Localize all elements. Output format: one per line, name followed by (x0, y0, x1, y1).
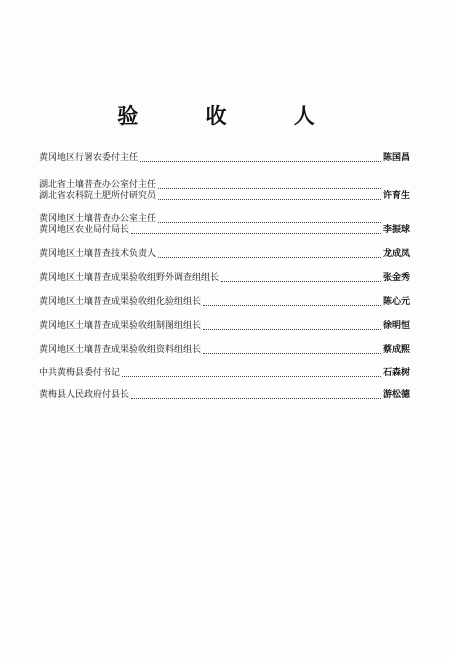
person-name: 张金秀 (383, 273, 411, 283)
list-item (39, 190, 423, 202)
dot-leader (158, 198, 381, 200)
person-name: 石森树 (383, 368, 411, 378)
dot-leader (203, 304, 381, 306)
dot-leader (221, 280, 381, 282)
list-item (39, 152, 423, 164)
list-item (39, 320, 423, 332)
person-name: 陈国昌 (383, 153, 411, 163)
role-text: 黄冈地区土壤普查成果验收组化验组组长 (39, 297, 202, 307)
person-name: 游松德 (383, 390, 411, 400)
dot-leader (122, 375, 381, 377)
role-text: 黄冈地区土壤普查办公室主任 (39, 214, 157, 224)
role-text: 黄冈地区农业局付局长 (39, 225, 130, 235)
list-item (39, 272, 423, 284)
role-text: 湖北省农科院土肥所付研究员 (39, 191, 157, 201)
person-name: 龙成凤 (383, 249, 411, 259)
list-item (39, 224, 423, 236)
dot-leader (158, 221, 381, 223)
role-text: 黄冈地区土壤普查成果验收组制图组组长 (39, 321, 202, 331)
list-item (39, 367, 423, 379)
role-text: 黄冈地区土壤普查成果验收组资料组组长 (39, 345, 202, 355)
dot-leader (203, 328, 381, 330)
person-name: 陈心元 (383, 297, 411, 307)
person-name: 李振球 (383, 225, 411, 235)
list-item (39, 248, 423, 260)
person-name: 许育生 (383, 191, 411, 201)
role-text: 黄冈地区土壤普查成果验收组野外调查组组长 (39, 273, 220, 283)
role-text: 黄梅县人民政府付县长 (39, 390, 130, 400)
list-item (39, 344, 423, 356)
role-text: 黄冈地区土壤普查技术负责人 (39, 249, 157, 259)
dot-leader (158, 256, 381, 258)
list-item (39, 389, 423, 401)
person-name: 蔡成熙 (383, 345, 411, 355)
list-item (39, 296, 423, 308)
dot-leader (203, 352, 381, 354)
dot-leader (131, 232, 381, 234)
person-name: 徐明恒 (383, 321, 411, 331)
dot-leader (140, 160, 381, 162)
role-text: 湖北省土壤普查办公室付主任 (39, 180, 157, 190)
page-title: 验 收 人 (117, 103, 345, 128)
dot-leader (158, 187, 381, 189)
role-text: 中共黄梅县委付书记 (39, 368, 121, 378)
role-text: 黄冈地区行署农委付主任 (39, 153, 139, 163)
dot-leader (131, 397, 381, 399)
